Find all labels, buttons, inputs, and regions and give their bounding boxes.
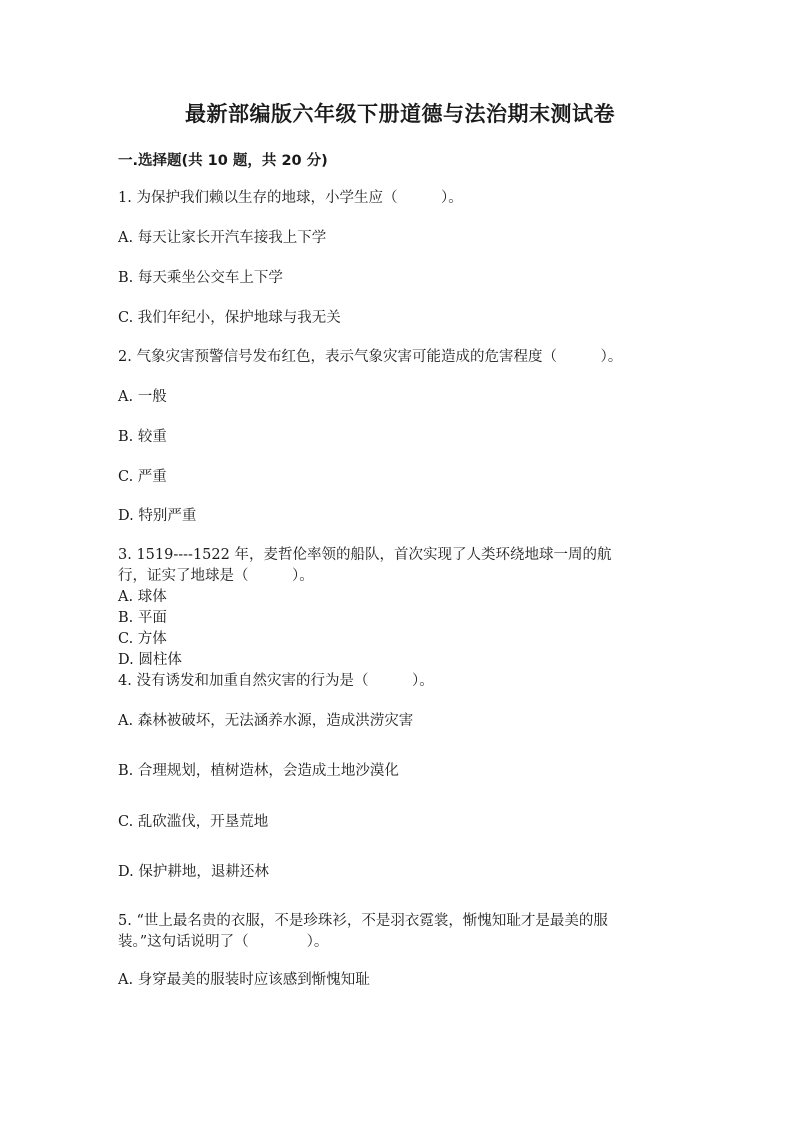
question-1-option-b: B. 每天乘坐公交车上下学	[118, 270, 283, 286]
question-1-option-a: A. 每天让家长开汽车接我上下学	[118, 230, 327, 246]
question-3-option-b: B. 平面	[118, 610, 167, 626]
question-5-stem-line-2: 装。”这句话说明了（ ）。	[118, 934, 329, 950]
section-heading: 一.选择题(共 10 题，共 20 分)	[118, 153, 328, 169]
question-4-option-d: D. 保护耕地，退耕还林	[118, 864, 269, 880]
question-4-option-a: A. 森林被破坏，无法涵养水源，造成洪涝灾害	[118, 713, 414, 729]
question-3-stem-line-2: 行，证实了地球是（ ）。	[118, 568, 314, 584]
question-3-option-a: A. 球体	[118, 589, 167, 605]
question-5-option-a: A. 身穿最美的服装时应该感到惭愧知耻	[118, 972, 370, 988]
question-4-option-b: B. 合理规划，植树造林，会造成土地沙漠化	[118, 763, 399, 779]
question-5-stem-line-1: 5. “世上最名贵的衣服，不是珍珠衫，不是羽衣霓裳，惭愧知耻才是最美的服	[118, 913, 608, 929]
question-2-option-b: B. 较重	[118, 429, 167, 445]
question-3-option-d: D. 圆柱体	[118, 652, 182, 668]
question-4-stem: 4. 没有诱发和加重自然灾害的行为是（ ）。	[118, 673, 434, 689]
question-3-stem-line-1: 3. 1519----1522 年，麦哲伦率领的船队，首次实现了人类环绕地球一周的航	[118, 547, 612, 563]
question-3-option-c: C. 方体	[118, 631, 167, 647]
question-1-stem: 1. 为保护我们赖以生存的地球，小学生应（ ）。	[118, 190, 463, 206]
question-2-stem: 2. 气象灾害预警信号发布红色，表示气象灾害可能造成的危害程度（ ）。	[118, 349, 623, 365]
question-2-option-d: D. 特别严重	[118, 508, 197, 524]
question-2-option-a: A. 一般	[118, 389, 167, 405]
question-1-option-c: C. 我们年纪小，保护地球与我无关	[118, 310, 341, 326]
page-title: 最新部编版六年级下册道德与法治期末测试卷	[185, 102, 615, 126]
question-4-option-c: C. 乱砍滥伐，开垦荒地	[118, 814, 269, 830]
question-2-option-c: C. 严重	[118, 469, 167, 485]
